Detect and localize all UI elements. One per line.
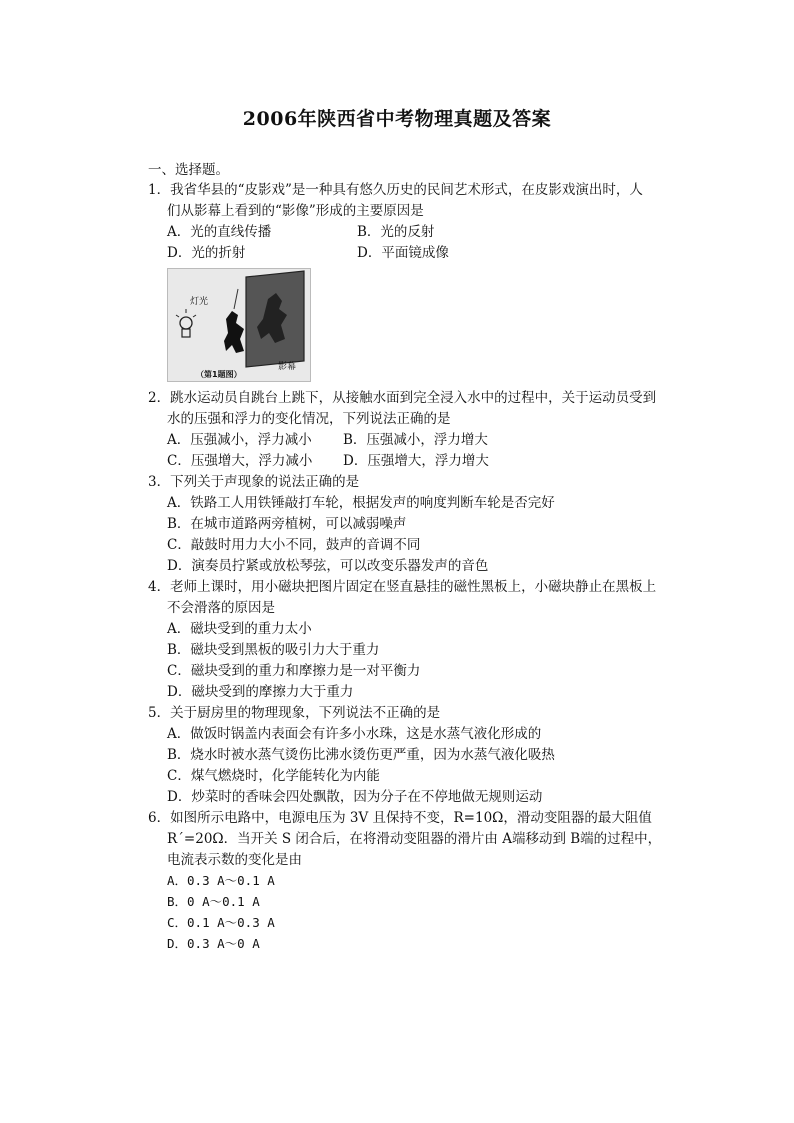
- label-screen: 影幕: [278, 362, 297, 372]
- q4-option-b: B．磁块受到黑板的吸引力大于重力: [167, 642, 380, 658]
- q6-option-d: D．0.3 A～0 A: [167, 936, 260, 951]
- q6-stem-line2: R΄=20Ω．当开关 S 闭合后，在将滑动变阻器的滑片由 A端移动到 B端的过程中，: [167, 831, 662, 847]
- page-title: 2006年陕西省中考物理真题及答案: [242, 108, 552, 130]
- section-heading: 一、选择题。: [148, 162, 229, 178]
- q2-stem-line1: 2．跳水运动员自跳台上跳下，从接触水面到完全浸入水中的过程中，关于运动员受到: [148, 390, 657, 406]
- q4-stem-line1: 4．老师上课时，用小磁块把图片固定在竖直悬挂的磁性黑板上，小磁块静止在黑板上: [148, 579, 657, 595]
- q6-option-c: C．0.1 A～0.3 A: [167, 915, 275, 930]
- q5-option-d: D．炒菜时的香味会四处飘散，因为分子在不停地做无规则运动: [167, 789, 543, 805]
- q3-stem: 3．下列关于声现象的说法正确的是: [148, 474, 360, 490]
- q1-stem-line2: 们从影幕上看到的“影像”形成的主要原因是: [167, 203, 424, 219]
- q4-stem-line2: 不会滑落的原因是: [167, 600, 275, 616]
- q2-option-a: A．压强减小，浮力减小: [167, 432, 312, 448]
- q6-option-a: A．0.3 A～0.1 A: [167, 873, 275, 888]
- q5-option-b: B．烧水时被水蒸气烫伤比沸水烫伤更严重，因为水蒸气液化吸热: [167, 747, 555, 763]
- label-light: 灯光: [190, 297, 209, 307]
- q5-stem: 5．关于厨房里的物理现象，下列说法不正确的是: [148, 705, 441, 721]
- q3-option-d: D．演奏员拧紧或放松琴弦，可以改变乐器发声的音色: [167, 558, 489, 574]
- q3-option-c: C．敲鼓时用力大小不同，鼓声的音调不同: [167, 537, 421, 553]
- q5-option-a: A．做饭时锅盖内表面会有许多小水珠，这是水蒸气液化形成的: [167, 726, 542, 742]
- q1-option-c: D．光的折射: [167, 245, 246, 261]
- q5-option-c: C．煤气燃烧时，化学能转化为内能: [167, 768, 380, 784]
- q3-option-b: B．在城市道路两旁植树，可以减弱噪声: [167, 516, 407, 532]
- q4-option-c: C．磁块受到的重力和摩擦力是一对平衡力: [167, 663, 421, 679]
- q4-option-a: A．磁块受到的重力太小: [167, 621, 312, 637]
- q1-option-a: A．光的直线传播: [167, 224, 272, 240]
- q2-option-c: C．压强增大，浮力减小: [167, 453, 313, 469]
- figure-caption: （第1题图）: [196, 370, 242, 379]
- q6-stem-line3: 电流表示数的变化是由: [167, 852, 302, 868]
- q1-option-b: B．光的反射: [357, 224, 435, 240]
- q2-option-d: D．压强增大，浮力增大: [343, 453, 489, 469]
- q1-figure-shadow-play: [167, 268, 311, 382]
- q4-option-d: D．磁块受到的摩擦力大于重力: [167, 684, 354, 700]
- q3-option-a: A．铁路工人用铁锤敲打车轮，根据发声的响度判断车轮是否完好: [167, 495, 555, 511]
- q2-option-b: B．压强减小，浮力增大: [343, 432, 488, 448]
- q6-stem-line1: 6．如图所示电路中，电源电压为 3V 且保持不变，R=10Ω，滑动变阻器的最大阻值: [148, 810, 652, 826]
- q6-option-b: B．0 A～0.1 A: [167, 894, 260, 909]
- q1-option-d: D．平面镜成像: [357, 245, 449, 261]
- q1-stem-line1: 1．我省华县的“皮影戏”是一种具有悠久历史的民间艺术形式，在皮影戏演出时，人: [148, 182, 643, 198]
- q2-stem-line2: 水的压强和浮力的变化情况，下列说法正确的是: [167, 411, 451, 427]
